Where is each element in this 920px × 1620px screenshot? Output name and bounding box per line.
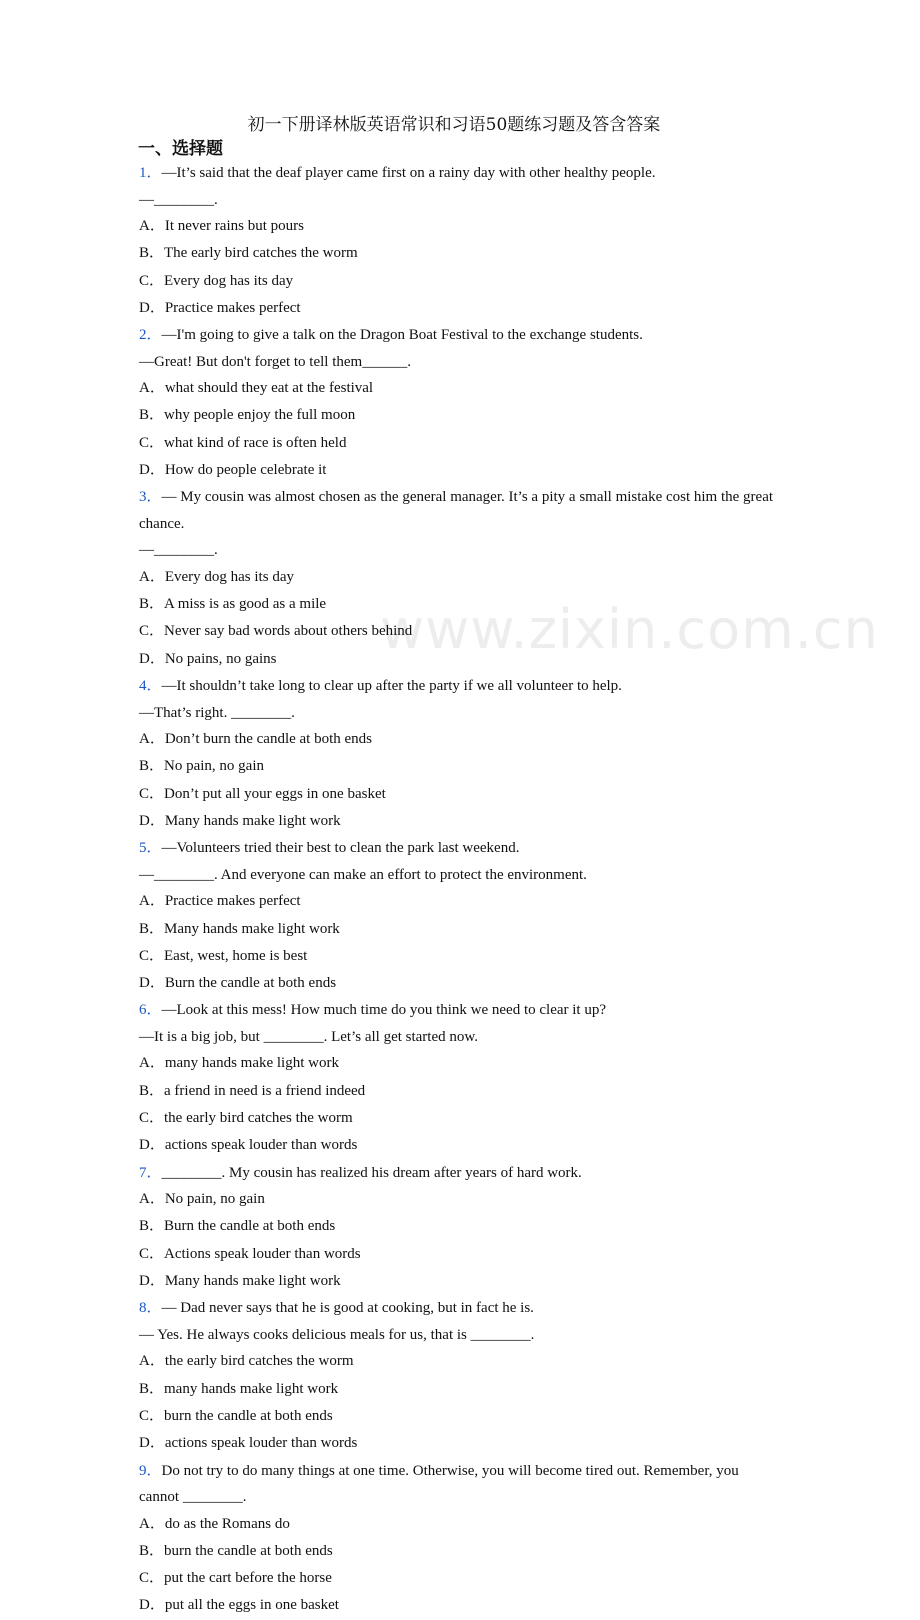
question-stem: 9．Do not try to do many things at one time. Otherwise, you will become tired out. Remember, you cannot ________.	[139, 1462, 739, 1505]
option-c[interactable]: C．the early bird catches the worm	[139, 1110, 353, 1127]
option-c[interactable]: C．Don’t put all your eggs in one basket	[139, 785, 386, 802]
option-d[interactable]: D．actions speak louder than words	[139, 1435, 358, 1452]
question-number: 2．	[139, 327, 162, 344]
option-b[interactable]: B．Many hands make light work	[139, 920, 340, 937]
question-stem: 7．________. My cousin has realized his dream after years of hard work.	[139, 1164, 582, 1181]
options	[139, 1348, 779, 1457]
option-a[interactable]: A．It never rains but pours	[139, 218, 304, 234]
question-1	[139, 160, 779, 322]
question-stem: 6．—Look at this mess! How much time do you think we need to clear it up?	[139, 1002, 607, 1019]
options	[139, 213, 779, 322]
option-a[interactable]: A．Practice makes perfect	[139, 893, 301, 910]
option-c[interactable]: C．East, west, home is best	[139, 947, 308, 964]
question-number: 1．	[139, 165, 162, 181]
question-number: 5．	[139, 840, 162, 857]
options	[139, 564, 779, 673]
option-b[interactable]: B．Burn the candle at both ends	[139, 1218, 336, 1235]
options	[139, 1511, 779, 1620]
question-6	[139, 997, 779, 1159]
option-b[interactable]: B．why people enjoy the full moon	[139, 407, 356, 424]
option-d[interactable]: D．Burn the candle at both ends	[139, 975, 337, 992]
option-a[interactable]: A．many hands make light work	[139, 1055, 339, 1072]
options	[139, 726, 779, 835]
question-answer-line: — Yes. He always cooks delicious meals for us, that is ________.	[139, 1326, 535, 1343]
option-d[interactable]: D．Many hands make light work	[139, 1273, 341, 1290]
document-page	[139, 112, 779, 1620]
question-answer-line: —It is a big job, but ________. Let’s all get started now.	[139, 1028, 478, 1045]
question-stem: 2．—I'm going to give a talk on the Dragon Boat Festival to the exchange students.	[139, 327, 643, 344]
question-2	[139, 322, 779, 484]
option-b[interactable]: B．a friend in need is a friend indeed	[139, 1082, 366, 1099]
option-d[interactable]: D．Many hands make light work	[139, 812, 341, 829]
option-b[interactable]: B．burn the candle at both ends	[139, 1542, 333, 1559]
question-answer-line: —________. And everyone can make an effort to protect the environment.	[139, 866, 587, 883]
watermark: www.zixin.com.cn	[380, 598, 879, 661]
question-stem: 8．— Dad never says that he is good at cooking, but in fact he is.	[139, 1300, 534, 1317]
question-stem: 3．— My cousin was almost chosen as the general manager. It’s a pity a small mistake cost him the great chance.	[139, 489, 774, 532]
option-c[interactable]: C．Actions speak louder than words	[139, 1245, 361, 1262]
question-stem: 5．—Volunteers tried their best to clean the park last weekend.	[139, 840, 520, 857]
option-c[interactable]: C．Every dog has its day	[139, 272, 294, 289]
options	[139, 375, 779, 484]
question-3	[139, 484, 779, 673]
question-number: 3．	[139, 489, 162, 506]
option-d[interactable]: D．How do people celebrate it	[139, 462, 327, 479]
option-a[interactable]: A．Don’t burn the candle at both ends	[139, 731, 373, 748]
option-a[interactable]: A．Every dog has its day	[139, 568, 294, 585]
option-b[interactable]: B．many hands make light work	[139, 1380, 339, 1397]
question-stem: 1．—It’s said that the deaf player came first on a rainy day with other healthy people.	[139, 165, 656, 181]
options	[139, 1186, 779, 1295]
option-c[interactable]: C．Never say bad words about others behind	[139, 623, 413, 640]
option-b[interactable]: B．The early bird catches the worm	[139, 245, 358, 262]
question-7	[139, 1160, 779, 1296]
option-c[interactable]: C．put the cart before the horse	[139, 1570, 332, 1587]
option-a[interactable]: A．do as the Romans do	[139, 1515, 290, 1532]
question-number: 7．	[139, 1164, 162, 1181]
question-stem: 4．—It shouldn’t take long to clear up after the party if we all volunteer to help.	[139, 678, 622, 695]
option-d[interactable]: D．put all the eggs in one basket	[139, 1597, 339, 1614]
question-answer-line: —________.	[139, 191, 218, 208]
option-c[interactable]: C．what kind of race is often held	[139, 434, 347, 451]
option-c[interactable]: C．burn the candle at both ends	[139, 1407, 333, 1424]
question-number: 8．	[139, 1300, 162, 1317]
question-5	[139, 835, 779, 997]
question-answer-line: —________.	[139, 542, 218, 559]
page-title: 初一下册译林版英语常识和习语50题练习题及答含答案	[247, 115, 661, 135]
question-4	[139, 673, 779, 835]
option-a[interactable]: A．the early bird catches the worm	[139, 1353, 354, 1370]
question-8	[139, 1295, 779, 1457]
question-number: 9．	[139, 1462, 162, 1479]
question-answer-line: —That’s right. ________.	[139, 704, 295, 721]
options	[139, 888, 779, 997]
question-number: 4．	[139, 678, 162, 695]
question-number: 6．	[139, 1002, 162, 1019]
option-b[interactable]: B．A miss is as good as a mile	[139, 596, 327, 613]
option-d[interactable]: D．Practice makes perfect	[139, 299, 301, 316]
option-b[interactable]: B．No pain, no gain	[139, 758, 264, 775]
options	[139, 1050, 779, 1159]
question-9	[139, 1458, 779, 1620]
option-d[interactable]: D．No pains, no gains	[139, 650, 277, 667]
option-a[interactable]: A．No pain, no gain	[139, 1191, 265, 1208]
option-a[interactable]: A．what should they eat at the festival	[139, 380, 374, 397]
option-d[interactable]: D．actions speak louder than words	[139, 1137, 358, 1154]
question-answer-line: —Great! But don't forget to tell them______.	[139, 353, 411, 370]
section-heading: 一、选择题	[138, 139, 223, 159]
